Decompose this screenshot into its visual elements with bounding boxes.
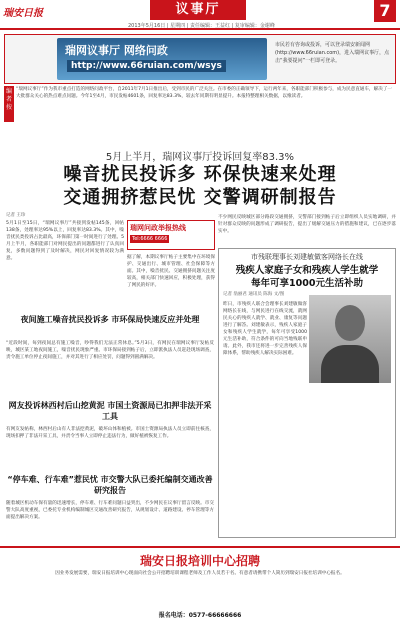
masthead: [0, 0, 400, 30]
headline-sub: 5月上半月，瑞网议事厅投诉回复率83.3%: [105, 152, 295, 163]
right-story-title-2: 每年可享1000元生活补助: [251, 278, 363, 289]
right-story-kicker: 市残联理事长刘建敏做客网络长在线: [251, 253, 363, 261]
hotline-box: [127, 220, 215, 250]
banner-title: 瑞网议事厅 网络问政: [65, 44, 168, 57]
banner-notice: 市民若有咨询或投诉，可以登录瑞安新闻网(http://www.66ruian.com)，进入瑞网议事厅，点击“我要提问”一栏即可登录。: [275, 42, 390, 64]
sub-story-2-headline: 网友投诉林西村后山挖黄泥 市国土资源局已扣押非法开采工具: [8, 401, 212, 421]
banner-graphic: [57, 38, 267, 80]
banner-url[interactable]: http://www.66ruian.com/wsys: [67, 60, 226, 72]
story-byline: 记者 王珍: [6, 213, 26, 218]
newspaper-logo: 瑞安日报: [3, 8, 43, 19]
hotline-title: 瑞网问政举报热线: [130, 224, 186, 232]
section-title: 议事厅: [150, 0, 246, 20]
sub-story-1-text: “近段时间，每到夜间总有施工噪音，吵得我们无法正常休息。”5月3日，有网民在瑞网议事厅发帖反映，城区某工地夜间施工，噪音扰民现象严重。市环保局接到帖子后，立即派执法人员赶赴现场调查，责令施工单位停止夜间施工，并对其进行了相应处罚，问题得到圆满解决。: [6, 341, 214, 360]
story-column-3: 不少网民反映城区部分路段交通拥挤，交警部门接到帖子后立即组织人员实地调研，并针对群众反映的问题形成了调研报告，提出了缓解交通压力的措施和建议，已在逐步落实中。: [218, 215, 396, 234]
sub-story-1-headline: 夜间施工噪音扰民投诉多 市环保局快速反应并处理: [20, 315, 200, 324]
hotline-phone: Tel:6666 6666: [132, 236, 168, 242]
headline-main-2: 交通拥挤惹民忧 交警调研制报告: [63, 187, 337, 208]
editor-note-text: “瑞网议事厅”作为我市重点打造的网络问政平台，自2011年7月1日推出后，受到市民的广泛关注。在市委的正确领导下，运行两年来，各职能部门积极参与，成为民意直通车，解决了一大批群众关心的热点难点问题。今年1至4月，市民发帖4601条，回复率达83.3%，较去年同期有明显提升。本报特整理相关数据，以飨读者。: [16, 87, 393, 99]
recruitment-title: 瑞安日报培训中心招聘: [139, 554, 260, 568]
portrait-body: [321, 345, 379, 383]
story-column-2: 据了解，本期议事厅帖子主要集中在环境保护、交通出行、城市管理、社会保障等方面。其中，噪音扰民、交通拥挤问题关注度较高，相关部门快速回应，积极处理，获得了网民的好评。: [127, 255, 215, 288]
page-number: 7: [374, 0, 396, 22]
right-story-text: 昨日，市残疾人联合会理事长刘建敏做客网络长在线，与网民进行在线交流，就网民关心的残疾人就学、就业、康复等问题进行了解答。刘建敏表示，残疾人家庭子女和残疾人学生就学，每年可享受1000元生活补助，符合条件的可向当地残联申请。此外，我市还将进一步完善残疾人保障体系，帮助残疾人解决实际困难。: [223, 302, 307, 356]
banner: [4, 34, 396, 84]
recruitment-text: 因业务发展需要，瑞安日报培训中心现面向社会公开招聘培训课程老师及工作人员若干名。有意者请携带个人简历到瑞安日报社培训中心报名。: [55, 571, 345, 576]
right-story-byline: 记者 翁丽君 通讯员 陈海 文/图: [223, 292, 285, 297]
portrait-head: [335, 305, 365, 341]
right-story-title-1: 残疾人家庭子女和残疾人学生就学: [235, 265, 379, 276]
sub-story-3-text: 随着城区机动车保有量的迅速增长，停车难、行车难问题日益突出，不少网民在议事厅留言反映。市交警大队高度重视，已委托专业机构编制城区交通改善研究报告，从规划设计、道路建设、停车管理等方面提出解决方案。: [6, 501, 214, 520]
editor-note-tag: 编者按: [4, 86, 14, 122]
sub-story-3-headline: “停车难、行车难”惹民忧 市交警大队已委托编制交通改善研究报告: [7, 475, 213, 495]
portrait-photo: [309, 295, 391, 383]
sub-story-2-text: 有网友发帖称，林西村后山有人非法挖黄泥，破坏山体和植被。市国土资源局执法人员立即前往核查，现场扣押了非法开采工具，并责令当事人立即停止违法行为，做好植被恢复工作。: [6, 427, 214, 439]
story-column-1: 5月1日至15日，“瑞网议事厅”共接到发帖145条，回帖138条，处理率达95%以上，回复率达83.3%。其中，噪音扰民类投诉占比最高，环保部门第一时间进行了处理。5月上半月，各职能部门对网民提出的问题都进行了认真回复，多数问题得到了及时解决，网民对回复情况较为满意。: [6, 221, 124, 261]
headline-main-1: 噪音扰民投诉多 环保快速来处理: [63, 164, 337, 185]
recruitment-phone: 报名电话：0577-66666666: [158, 612, 242, 619]
dateline: 2013年5月16日 | 星期四 | 责任编辑：王益红 | 复审编辑：金谢峰: [128, 23, 275, 29]
recruitment-ad: [0, 546, 400, 634]
right-story: [218, 248, 396, 538]
